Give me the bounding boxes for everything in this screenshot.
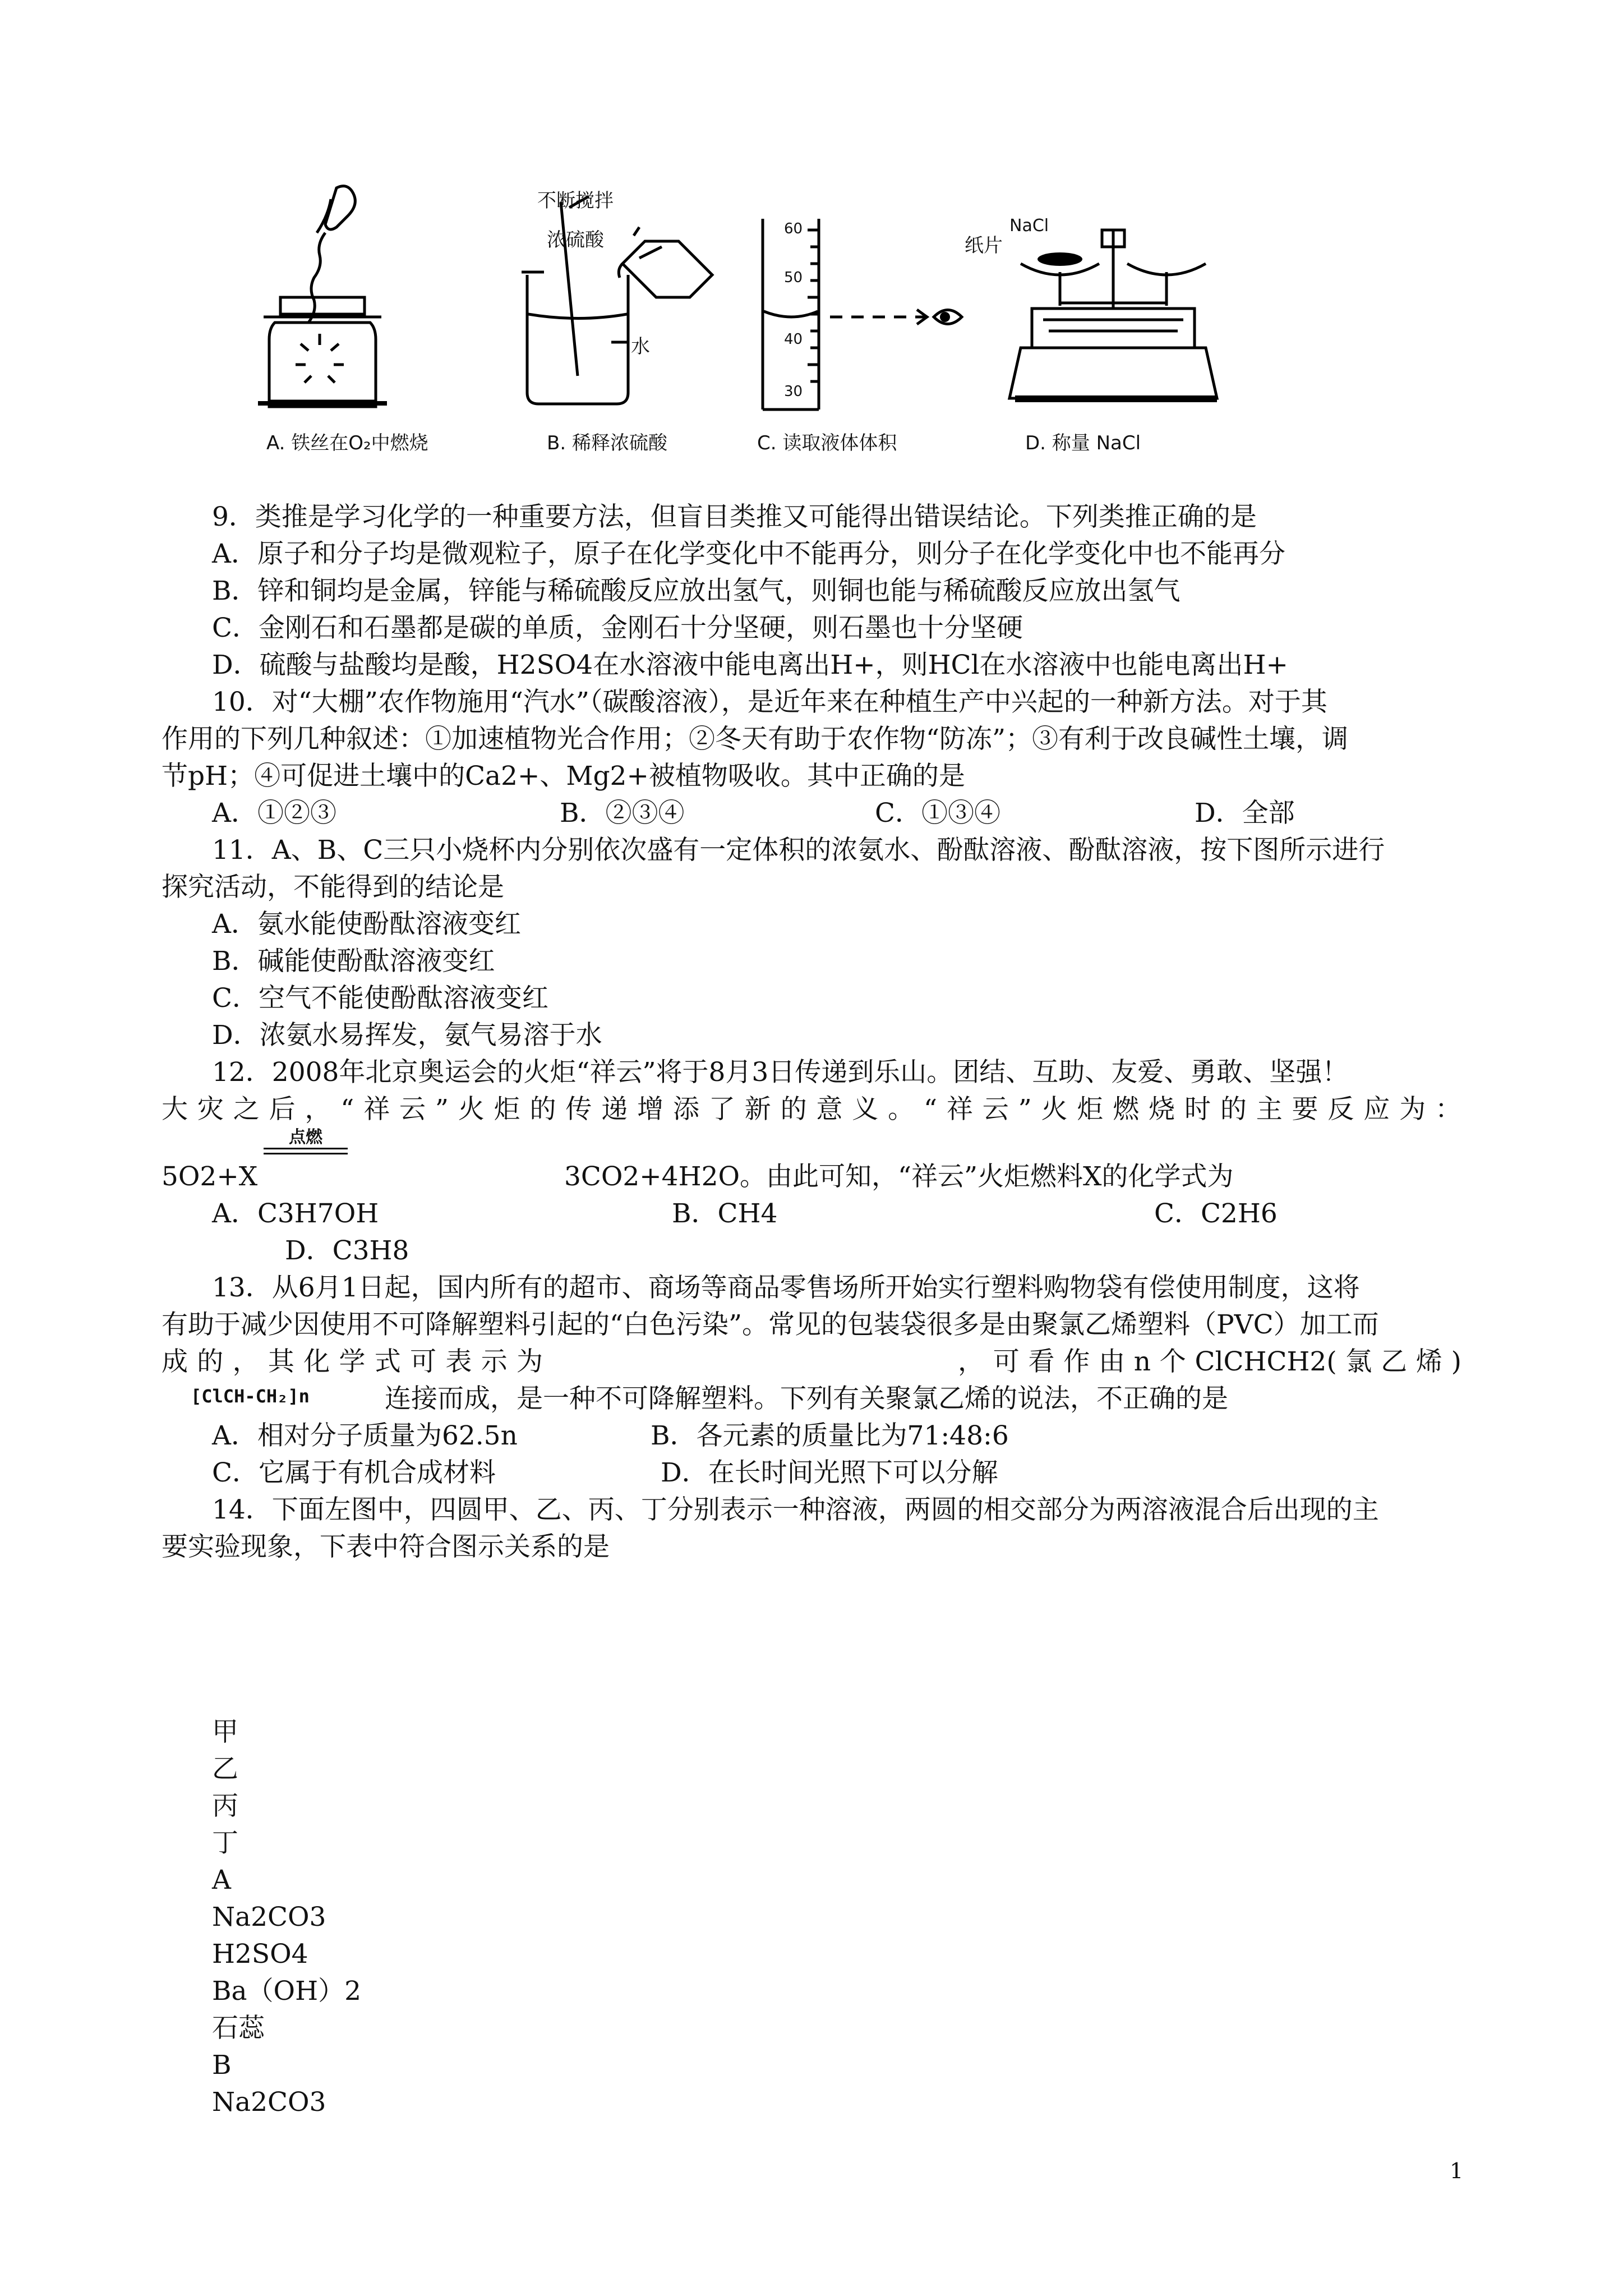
q12-option-a: A．C3H7OH: [212, 1198, 379, 1229]
q10-line3: 节pH；④可促进土壤中的Ca2+、Mg2+被植物吸收。其中正确的是: [162, 761, 965, 792]
q11-option-a: A．氨水能使酚酞溶液变红: [212, 909, 521, 940]
page-number: 1: [1450, 2159, 1464, 2183]
caption-a: A. 铁丝在O₂中燃烧: [266, 432, 428, 454]
reaction-condition: [264, 1128, 348, 1154]
q13-option-d: D．在长时间光照下可以分解: [661, 1457, 998, 1488]
q11-option-c: C．空气不能使酚酞溶液变红: [212, 983, 548, 1014]
q10-option-a: A．①②③: [212, 798, 336, 829]
scale-40: 40: [784, 331, 803, 348]
table-cell: 乙: [212, 1754, 238, 1784]
q12-lhs: 5O2+X: [162, 1161, 258, 1192]
q13-option-a: A．相对分子质量为62.5n: [212, 1420, 518, 1451]
q13-line3b: ，可看作由n个ClCHCH2(氯乙烯): [958, 1346, 1461, 1377]
label-nacl: NaCl: [1009, 216, 1049, 236]
q13-line1: 13．从6月1日起，国内所有的超市、商场等商品零售场所开始实行塑料购物袋有偿使用制度，这将: [212, 1272, 1360, 1303]
q13-option-c: C．它属于有机合成材料: [212, 1457, 496, 1488]
q10-option-c: C．①③④: [875, 798, 1000, 829]
label-water: 水: [631, 335, 650, 358]
q12-line1: 12．2008年北京奥运会的火炬“祥云”将于8月3日传递到乐山。团结、互助、友爱、勇敢、坚强！: [212, 1057, 1349, 1088]
iron-wire-burning-illustration: [247, 177, 404, 412]
table-cell: 丙: [212, 1791, 238, 1821]
caption-b: B. 稀释浓硫酸: [547, 432, 667, 454]
q10-line2: 作用的下列几种叙述：①加速植物光合作用；②冬天有助于农作物“防冻”；③有利于改良碱性土壤，调: [162, 724, 1349, 754]
table-cell: 石蕊: [212, 2013, 265, 2044]
condition-text: 点燃: [289, 1128, 322, 1147]
graduated-cylinder-illustration: [746, 213, 981, 415]
q9-option-b: B．锌和铜均是金属，锌能与稀硫酸反应放出氢气，则铜也能与稀硫酸反应放出氢气: [212, 576, 1181, 606]
q9-stem: 9．类推是学习化学的一种重要方法，但盲目类推又可能得出错误结论。下列类推正确的是: [212, 501, 1257, 532]
scale-30: 30: [784, 383, 803, 400]
balance-scale-illustration: [998, 213, 1234, 415]
equals-bar: [264, 1148, 348, 1154]
q11-line1: 11．A、B、C三只小烧杯内分别依次盛有一定体积的浓氨水、酚酞溶液、酚酞溶液，按下图所示进行: [212, 835, 1385, 866]
caption-c: C. 读取液体体积: [757, 432, 897, 454]
scale-50: 50: [784, 269, 803, 286]
q9-option-c: C．金刚石和石墨都是碳的单质，金刚石十分坚硬，则石墨也十分坚硬: [212, 613, 1023, 643]
table-cell: A: [212, 1865, 231, 1895]
table-cell: Ba（OH）2: [212, 1976, 361, 2007]
dilute-acid-illustration: [499, 191, 735, 415]
q13-line3a: 成的，其化学式可表示为: [162, 1346, 543, 1377]
table-cell: 甲: [212, 1717, 238, 1747]
q11-option-b: B．碱能使酚酞溶液变红: [212, 946, 495, 977]
q12-option-b: B．CH4: [672, 1198, 778, 1229]
q14-line1: 14．下面左图中，四圆甲、乙、丙、丁分别表示一种溶液，两圆的相交部分为两溶液混合后出现的主: [212, 1494, 1379, 1525]
scale-60: 60: [784, 220, 803, 237]
q14-line2: 要实验现象，下表中符合图示关系的是: [162, 1531, 610, 1562]
pvc-formula: [ClCH-CH₂]n: [191, 1386, 310, 1407]
table-cell: B: [212, 2050, 232, 2081]
q10-line1: 10．对“大棚”农作物施用“汽水”（碳酸溶液），是近年来在种植生产中兴起的一种新方法。对于其: [212, 687, 1327, 717]
q13-line2: 有助于减少因使用不可降解塑料引起的“白色污染”。常见的包装袋很多是由聚氯乙烯塑料（PVC）加工而: [162, 1309, 1379, 1340]
table-cell: H2SO4: [212, 1939, 308, 1970]
label-acid: 浓硫酸: [547, 229, 604, 251]
q10-option-b: B．②③④: [560, 798, 685, 829]
q12-option-c: C．C2H6: [1154, 1198, 1278, 1229]
q12-line2: 大灾之后，“祥云”火炬的传递增添了新的意义。“祥云”火炬燃烧时的主要反应为：: [162, 1094, 1461, 1125]
q12-option-d: D．C3H8: [285, 1235, 409, 1266]
table-cell: Na2CO3: [212, 2087, 326, 2118]
q12-rhs: 3CO2+4H2O。由此可知，“祥云”火炬燃料X的化学式为: [564, 1161, 1234, 1192]
q13-option-b: B．各元素的质量比为71:48:6: [651, 1420, 1009, 1451]
q10-option-d: D．全部: [1195, 798, 1295, 829]
q11-line2: 探究活动，不能得到的结论是: [162, 872, 504, 903]
q13-line4: 连接而成，是一种不可降解塑料。下列有关聚氯乙烯的说法，不正确的是: [385, 1383, 1228, 1414]
q11-option-d: D．浓氨水易挥发，氨气易溶于水: [212, 1020, 602, 1051]
q9-option-d: D．硫酸与盐酸均是酸，H2SO4在水溶液中能电离出H+，则HCl在水溶液中也能电离出H+: [212, 650, 1288, 680]
label-paper: 纸片: [965, 234, 1003, 257]
table-cell: Na2CO3: [212, 1902, 326, 1932]
label-stir: 不断搅拌: [537, 190, 614, 212]
caption-d: D. 称量 NaCl: [1025, 432, 1141, 454]
q9-option-a: A．原子和分子均是微观粒子，原子在化学变化中不能再分，则分子在化学变化中也不能再分: [212, 539, 1285, 569]
table-cell: 丁: [212, 1828, 238, 1858]
